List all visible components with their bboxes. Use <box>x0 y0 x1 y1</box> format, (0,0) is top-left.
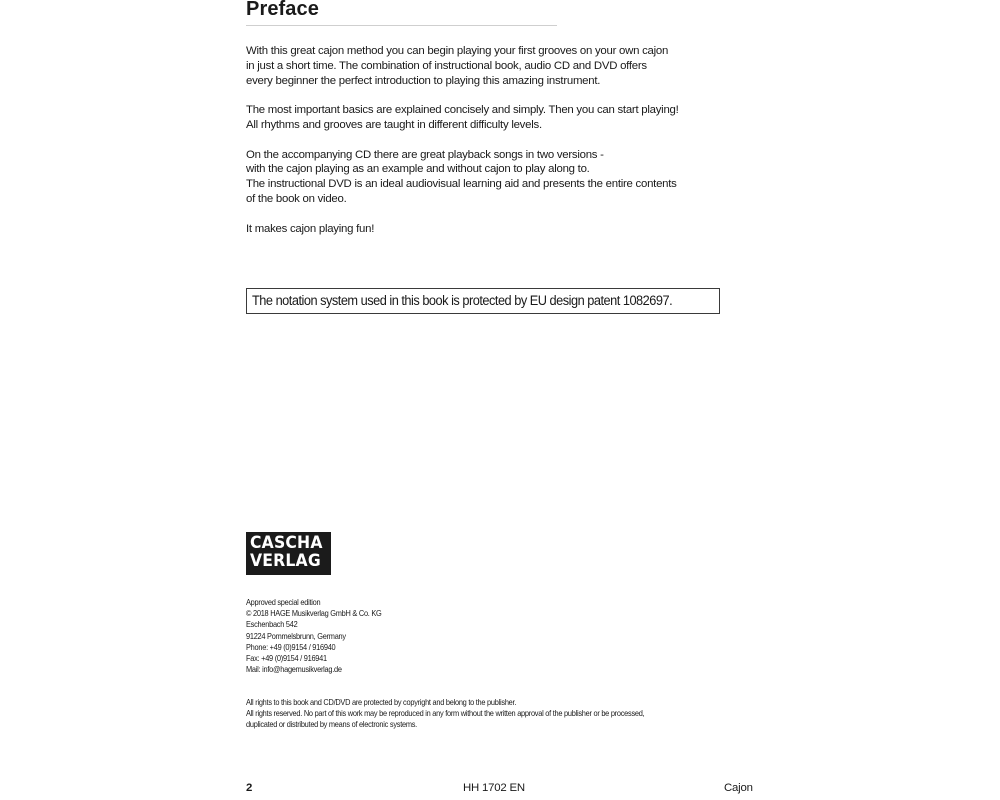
patent-notice-text: The notation system used in this book is protected by EU design patent 1082697. <box>252 293 673 309</box>
text-line: of the book on video. <box>246 193 347 206</box>
text-line: On the accompanying CD there are great playback songs in two versions - <box>246 148 604 161</box>
rights-notice <box>246 697 766 731</box>
imprint-edition: Approved special edition <box>246 597 321 607</box>
rights-line: duplicated or distributed by means of electronic systems. <box>246 719 417 730</box>
text-line: All rhythms and grooves are taught in different difficulty levels. <box>246 119 542 132</box>
text-line: The most important basics are explained concisely and simply. Then you can start playing! <box>246 104 679 117</box>
rights-line: All rights to this book and CD/DVD are protected by copyright and belong to the publisher. <box>246 697 517 707</box>
preface-paragraph-2 <box>246 103 716 133</box>
imprint-fax: Fax: +49 (0)9154 / 916941 <box>246 653 327 664</box>
text-line: in just a short time. The combination of instructional book, audio CD and DVD offers <box>246 59 647 72</box>
text-line: The instructional DVD is an ideal audiovisual learning aid and presents the entire contents <box>246 178 677 191</box>
text-line: with the cajon playing as an example and without cajon to play along to. <box>246 163 590 176</box>
page-number: 2 <box>246 782 253 794</box>
imprint-street: Eschenbach 542 <box>246 619 298 630</box>
preface-paragraph-4 <box>246 222 716 237</box>
text-line: It makes cajon playing fun! <box>246 222 375 235</box>
publisher-imprint <box>246 597 546 675</box>
patent-notice-box <box>246 288 720 314</box>
preface-paragraph-1 <box>246 44 716 89</box>
publisher-logo <box>246 532 331 575</box>
preface-body <box>246 44 716 251</box>
logo-line-2: VERLAG <box>250 550 321 571</box>
preface-paragraph-3 <box>246 148 716 208</box>
title-underline-divider <box>246 25 557 26</box>
imprint-copyright: © 2018 HAGE Musikverlag GmbH & Co. KG <box>246 608 382 619</box>
text-line: With this great cajon method you can begin playing your first grooves on your own cajon <box>246 45 669 57</box>
logo-line-1: CASCHA <box>250 533 323 553</box>
imprint-city: 91224 Pommelsbrunn, Germany <box>246 630 346 641</box>
rights-line: All rights reserved. No part of this work may be reproduced in any form without the written approval of the publisher or be processed, <box>246 708 645 719</box>
imprint-mail: Mail: info@hagemusikverlag.de <box>246 664 342 675</box>
page-title: Preface <box>246 0 319 20</box>
product-code: HH 1702 EN <box>463 782 525 794</box>
text-line: every beginner the perfect introduction to playing this amazing instrument. <box>246 74 601 87</box>
product-name: Cajon <box>724 782 753 794</box>
imprint-phone: Phone: +49 (0)9154 / 916940 <box>246 641 336 652</box>
